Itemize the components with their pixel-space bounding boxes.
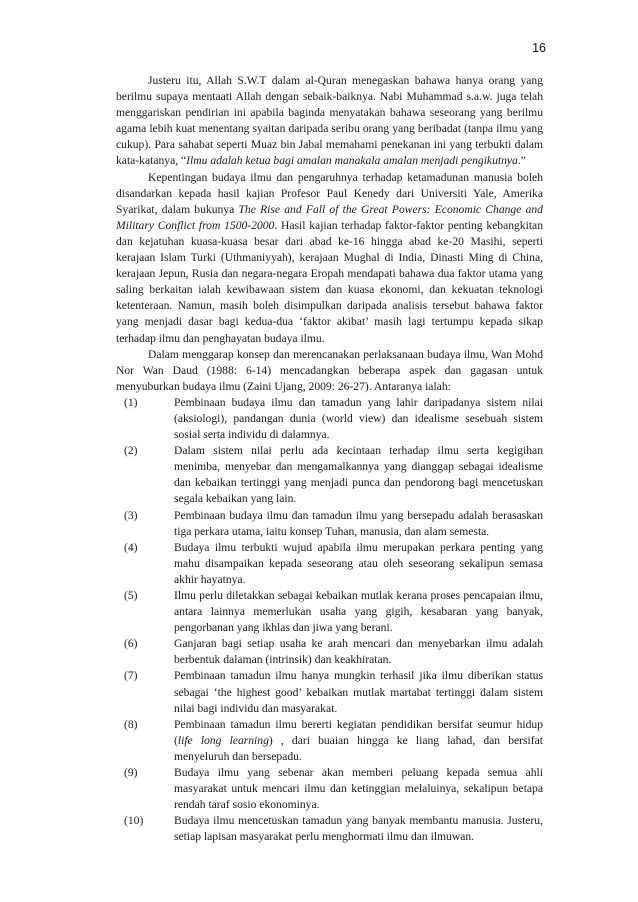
list-item-text	[174, 814, 543, 843]
list-item-number: (4)	[124, 540, 138, 554]
text-run: Pembinaan tamadun ilmu hanya mungkin terhasil jika ilmu diberikan status sebagai ‘the highest good’ kebaikan mutlak martabat tertinggi dalam sistem nilai bagi individu dan masyarakat.	[174, 669, 543, 715]
list-item-text	[174, 589, 543, 634]
list-item-text	[174, 444, 543, 505]
italic-text: The Rise and Fall of the Great Powers: Economic Change and Military Conflict from 1500-2000	[116, 202, 543, 232]
text-run: . Hasil kajian terhadap faktor-faktor penting kebangkitan dan kejatuhan kuasa-kuasa besar dari abad ke-16 hingga abad ke-20 Masihi, seperti kerajaan Islam Turki (Uthmaniyyah), kerajaan Mughal di India, Dinasti Ming di China, kerajaan Jepun, Rusia dan negara-negara Eropah mendapati bahawa dua faktor utama yang saling berkaitan ialah kewibawaan sistem dan kuasa ekonomi, dan kekuatan teknologi ketenteraan. Namun, masih boleh disimpulkan daripada analisis tersebut bahawa faktor yang menjadi dasar bagi kedua-dua ‘faktor akibat’ masih lagi tertumpu kepada sikap terhadap ilmu dan penghayatan budaya ilmu.	[116, 218, 543, 345]
list-item-text	[174, 396, 543, 441]
page-number: 16	[532, 41, 546, 55]
list-item-number: (10)	[124, 814, 144, 828]
list-item	[116, 813, 543, 845]
text-run: Pembinaan budaya ilmu dan tamadun ilmu yang bersepadu adalah berasaskan tiga perkara utama, iaitu konsep Tuhan, manusia, dan alam semesta.	[174, 508, 543, 538]
list-item-text	[174, 509, 543, 538]
body-paragraph	[116, 73, 543, 170]
list-item-text	[174, 766, 543, 811]
body-paragraph	[116, 170, 543, 347]
list-item-number: (3)	[124, 508, 138, 522]
text-run: .”	[517, 154, 526, 168]
list-item-text	[174, 637, 543, 666]
list-item	[116, 636, 543, 668]
text-run: Pembinaan tamadun ilmu bererti kegiatan pendidikan bersifat seumur hidup (	[174, 717, 543, 747]
list-item-number: (8)	[124, 717, 138, 731]
list-item	[116, 717, 543, 765]
text-run: Justeru itu, Allah S.W.T dalam al-Quran menegaskan bahawa hanya orang yang berilmu supaya mentaati Allah dengan sebaik-baiknya. Nabi Muhammad s.a.w. juga telah menggariskan pendirian ini apabila baginda menyatakan bahawa seseorang yang berilmu agama lebih kuat menentang syaitan daripada seribu orang yang beribadat (tanpa ilmu yang cukup). Para sahabat seperti Muaz bin Jabal memahami penekanan ini yang terbukti dalam kata-katanya, “	[116, 74, 543, 168]
list-item-text	[174, 541, 543, 586]
body-paragraphs	[116, 73, 543, 395]
list-item-number: (2)	[124, 444, 138, 458]
list-item	[116, 508, 543, 540]
italic-text: life long learning	[177, 733, 269, 747]
page-body	[116, 73, 543, 846]
list-item	[116, 443, 543, 507]
text-run: Kepentingan budaya ilmu dan pengaruhnya terhadap ketamadunan manusia boleh disandarkan kepada hasil kajian Profesor Paul Kenedy dari Universiti Yale, Amerika Syarikat, dalam bukunya	[116, 170, 543, 216]
text-run: Pembinaan budaya ilmu dan tamadun yang lahir daripadanya sistem nilai (aksiologi), pandangan dunia (world view) dan idealisme sesebuah sistem sosial serta individu di dalamnya.	[174, 395, 543, 442]
list-item-number: (7)	[124, 669, 138, 683]
list-item-number: (5)	[124, 589, 138, 602]
text-run: Budaya ilmu terbukti wujud apabila ilmu merupakan perkara penting yang mahu disampaikan kepada seseorang atau oleh seseorang sekalipun semasa akhir hayatnya.	[174, 540, 543, 586]
list-item	[116, 765, 543, 813]
text-run: Budaya ilmu mencetuskan tamadun yang banyak membantu manusia. Justeru, setiap lapisan masyarakat perlu menghormati ilmu dan ilmuwan.	[174, 814, 543, 844]
list-item	[116, 540, 543, 588]
text-run: Ganjaran bagi setiap usaha ke arah mencari dan menyebarkan ilmu adalah berbentuk dalaman (intrinsik) dan keakhiratan.	[174, 637, 543, 667]
body-paragraph	[116, 347, 543, 395]
text-run: Ilmu perlu diletakkan sebagai kebaikan mutlak kerana proses pencapaian ilmu, antara lainnya memerlukan usaha yang gigih, kesabaran yang banyak, pengorbanan yang ikhlas dan jiwa yang berani.	[174, 589, 543, 635]
list-item-number: (1)	[124, 395, 138, 409]
italic-text: Ilmu adalah ketua bagi amalan manakala amalan menjadi pengikutnya	[186, 154, 518, 168]
list-item-text	[174, 669, 543, 714]
list-item-number: (9)	[124, 766, 138, 780]
list-item-number: (6)	[124, 637, 138, 651]
text-run: Dalam sistem nilai perlu ada kecintaan terhadap ilmu serta kegigihan menimba, menyebar dan mengamalkannya yang dianggap sebagai idealisme dan kebaikan tertinggi yang menjadi punca dan pendorong bagi mencetuskan segala kebaikan yang lain.	[174, 444, 543, 506]
text-run: Budaya ilmu yang sebenar akan memberi peluang kepada semua ahli masyarakat untuk mencari ilmu dan ketinggian melaluinya, sekalipun betapa rendah taraf sosio ekonominya.	[174, 766, 543, 812]
text-run: Dalam menggarap konsep dan merencanakan perlaksanaan budaya ilmu, Wan Mohd Nor Wan Daud (1988: 6-14) mencadangkan beberapa aspek dan gagasan untuk menyuburkan budaya ilmu (Zaini Ujang, 2009: 26-27). Antaranya ialah:	[116, 347, 543, 393]
list-item	[116, 668, 543, 716]
list-item	[116, 588, 543, 636]
list-item-text	[174, 718, 543, 763]
aspect-list	[116, 395, 543, 846]
list-item	[116, 395, 543, 443]
text-run: ) , dari buaian hingga ke liang lahad, dan bersifat menyeluruh dan bersepadu.	[174, 733, 543, 763]
